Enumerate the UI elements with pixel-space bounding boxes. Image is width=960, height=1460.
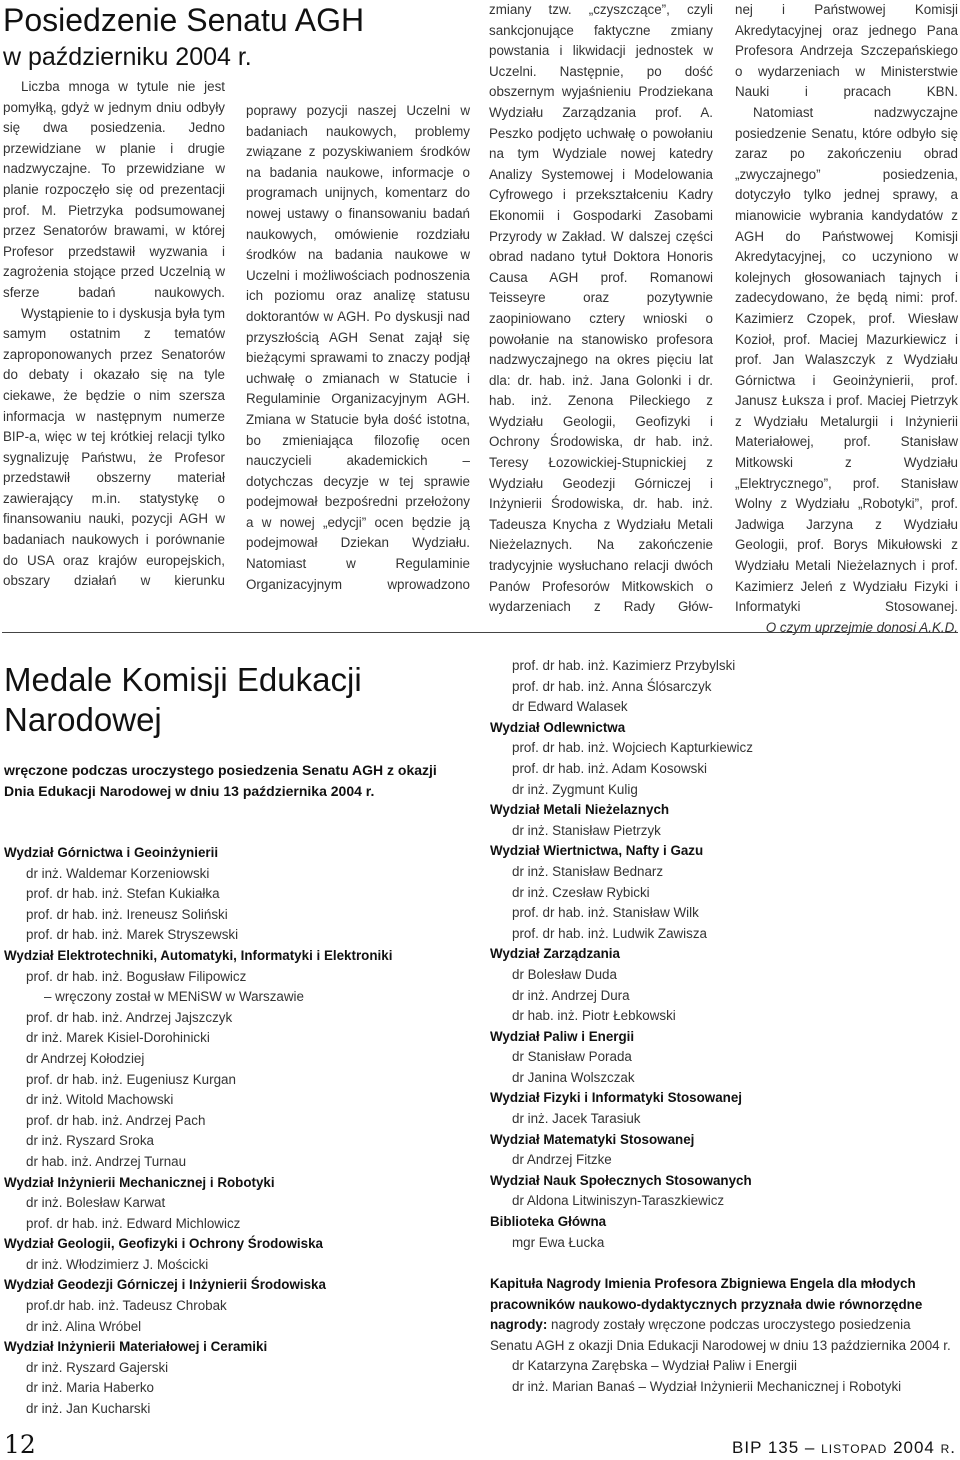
medal-recipient: prof. dr hab. inż. Marek Stryszewski [26, 927, 239, 943]
faculty-heading: Wydział Wiertnictwa, Nafty i Gazu [490, 843, 704, 859]
medal-recipient: dr Bolesław Duda [512, 966, 617, 982]
medal-list-right [490, 656, 950, 1253]
medal-recipient: dr Andrzej Fitzke [512, 1152, 612, 1168]
medal-recipient: dr inż. Zygmunt Kulig [512, 781, 638, 797]
article-paragraph: Natomiast nadzwyczajne posiedzenie Senatu, które odbyło się zaraz po zakończeniu obrad „zwyczajnego” posiedzenia, dotyczyło tylko jednej sprawy, a mianowicie wybrania kandydatów z AGH do Państwowej Komisji Akredytacyjnej, co uczyniono w kolejnych głosowaniach tajnych i zadecydowano, że będą nimi: prof. Kazimierz Czopek, prof. Wiesław Kozioł, prof. Maciej Mazurkiewicz i prof. Jan Walaszczyk z Wydziału Górnictwa i Geoinżynierii, prof. Janusz Łuksza i prof. Maciej Pietrzyk z Wydziału Metalurgii i Inżynierii Materiałowej, prof. Stanisław Mitkowski z Wydziału „Elektrycznego”, prof. Stanisław Wolny z Wydziału „Robotyki”, prof. Jadwiga Jarzyna z Wydziału Geologii, prof. Borys Mikułowski z Wydziału Metali Nieżelaznych i prof. Kazimierz Jeleń z Wydziału Fizyki i Informatyki Stosowanej. [735, 104, 958, 615]
medal-recipient: prof. dr hab. inż. Andrzej Jajszczyk [26, 1009, 233, 1025]
prize-winner: dr Katarzyna Zarębska – Wydział Paliw i Energii [512, 1358, 797, 1374]
medal-recipient: prof. dr hab. inż. Stanisław Wilk [512, 905, 699, 921]
article-paragraph: zmiany tzw. „czyszczące”, czyli sankcjonujące faktyczne zmiany powstania i likwidacji jednostek w Uczelni. Następnie, po dość obszernym wyjaśnieniu Prodziekana Wydziału Zarządzania prof. A. Peszko podjęto uchwałę o powołaniu na tym Wydziale nowej katedry Analizy Systemowej i Modelowania Cyfrowego i przekształceniu Kadry Ekonomii i Gospodarki Zasobami Przyrody w Zakład. W dalszej części obrad nadano tytuł Doktora Honoris Causa AGH prof. Romanowi Teisseyre oraz pozytywnie zaopiniowano cztery wnioski o powołanie na stanowisko profesora nadzwyczajnego na okres pięciu lat dla: dr. hab. inż. Jana Golonki i dr. hab. inż. Zenona Pileckiego z Wydziału Geologii, Geofizyki i Ochrony Środowiska, dr hab. inż. Teresy Łozowickiej-Stupnickiej z Wydziału Geodezji Górniczej i Inżynierii Środowiska, dr. hab. inż. Tadeusza Knycha z Wydziału Metali Nieżelaznych. Na zakończenie tradycyjnie wysłuchano relacji dwóch Panów Profesorów Mitkowskich o wydarzeniach z Rady Głów- [489, 2, 713, 615]
article-column-2 [246, 101, 470, 595]
faculty-heading: Wydział Odlewnictwa [490, 719, 626, 735]
medals-subtitle: wręczone podczas uroczystego posiedzenia Senatu AGH z okazji Dnia Edukacji Narodowej w dniu 13 października 2004 r. [4, 762, 437, 799]
medal-recipient: dr inż. Maria Haberko [26, 1380, 155, 1396]
prize-heading: Kapituła Nagrody Imienia Profesora Zbigniewa Engela dla młodych pracowników naukowo-dydaktycznych przyznała dwie równorzędne nagrody: [490, 1276, 923, 1333]
medals-title: Medale Komisji Edukacji Narodowej [4, 661, 362, 738]
medal-recipient: dr inż. Ryszard Sroka [26, 1133, 154, 1149]
medal-recipient: dr inż. Ryszard Gajerski [26, 1359, 169, 1375]
medal-recipient: prof. dr hab. inż. Kazimierz Przybylski [512, 658, 736, 673]
medal-recipient: prof.dr hab. inż. Tadeusz Chrobak [26, 1298, 227, 1314]
article-column-3 [489, 0, 713, 618]
medal-recipient: prof. dr hab. inż. Eugeniusz Kurgan [26, 1071, 236, 1087]
medal-recipient: dr inż. Waldemar Korzeniowski [26, 865, 210, 881]
medal-recipient: dr inż. Witold Machowski [26, 1092, 174, 1108]
article-column-4 [735, 0, 958, 638]
medal-recipient: prof. dr hab. inż. Stefan Kukiałka [26, 886, 220, 902]
medal-recipient: dr inż. Alina Wróbel [26, 1318, 142, 1334]
medal-recipient: prof. dr hab. inż. Anna Ślósarczyk [512, 678, 712, 694]
medal-recipient: prof. dr hab. inż. Edward Michlowicz [26, 1215, 241, 1231]
medal-recipient: dr inż. Andrzej Dura [512, 987, 630, 1003]
medal-recipient: dr hab. inż. Andrzej Turnau [26, 1153, 187, 1169]
prize-winner: dr inż. Marian Banaś – Wydział Inżynierii Mechanicznej i Robotyki [512, 1378, 902, 1394]
article-signature: O czym uprzejmie donosi A.K.D. [765, 619, 958, 635]
faculty-heading: Wydział Fizyki i Informatyki Stosowanej [490, 1090, 743, 1106]
prize-text: nagrody zostały wręczone podczas uroczystego posiedzenia Senatu AGH z okazji Dnia Edukacji Narodowej w dniu 13 października 2004 r. [490, 1317, 951, 1353]
article-paragraph: poprawy pozycji naszej Uczelni w badaniach naukowych, problemy związane z pozyskiwaniem środków na badania naukowe, informacje o programach unijnych, komentarz do nowej ustawy o finansowaniu badań naukowych, omówienie rozdziału środków na badania naukowe w Uczelni i możliwościach podnoszenia ich poziomu oraz analizę statusu doktorantów w AGH. Po dyskusji nad przyszłością AGH Senat zajął się bieżącymi sprawami to znaczy podjął uchwałę o zmianach w Statucie i Regulaminie Organizacyjnym AGH. Zmiana w Statucie była dość istotna, bo zmieniająca filozofię ocen nauczycieli akademickich – dotychczas decyzje w tej sprawie podejmował bezpośredni przełożony a w nowej „edycji” ocen będzie ją podejmował Dziekan Wydziału. Natomiast w Regulaminie Organizacyjnym wprowadzono [246, 103, 470, 592]
faculty-heading: Wydział Geologii, Geofizyki i Ochrony Środowiska [4, 1236, 323, 1252]
medal-recipient: prof. dr hab. inż. Andrzej Pach [26, 1112, 206, 1128]
article-column-1 [3, 77, 225, 592]
medal-recipient: prof. dr hab. inż. Adam Kosowski [512, 760, 708, 776]
faculty-heading: Wydział Inżynierii Mechanicznej i Robotyki [4, 1174, 275, 1190]
faculty-heading: Wydział Metali Nieżelaznych [490, 802, 670, 818]
medal-recipient: dr inż. Stanisław Pietrzyk [512, 822, 661, 838]
medal-recipient: dr inż. Marek Kisiel-Dorohinicki [26, 1030, 210, 1046]
faculty-heading: Wydział Matematyki Stosowanej [490, 1131, 695, 1147]
medal-recipient: prof. dr hab. inż. Bogusław Filipowicz [26, 968, 247, 984]
medal-recipient: dr Aldona Litwiniszyn-Taraszkiewicz [512, 1193, 725, 1209]
medal-recipient: dr Edward Walasek [512, 699, 628, 715]
article-paragraph: Liczba mnoga w tytule nie jest pomyłką, gdyż w jednym dniu odbyły się dwa posiedzenia. Jedno przewidziane w planie i drugie nadzwyczajne. To przewidziane w planie rozpoczęło się od prezentacji prof. M. Pietrzyka podsumowanej przez Senatorów brawami, w której Profesor przedstawił wyzwania i zagrożenia stojące przed Uczelnią w sferze badań naukowych. [3, 79, 225, 300]
article-subtitle: w październiku 2004 r. [3, 43, 252, 71]
medal-recipient: dr inż. Czesław Rybicki [512, 884, 650, 900]
faculty-heading: Wydział Paliw i Energii [490, 1028, 635, 1044]
faculty-heading: Wydział Elektrotechniki, Automatyki, Informatyki i Elektroniki [4, 947, 393, 963]
medal-note: – wręczony został w MENiSW w Warszawie [44, 989, 304, 1005]
section-divider [2, 632, 958, 633]
medal-recipient: dr hab. inż. Piotr Łebkowski [512, 1008, 676, 1024]
medal-recipient: dr inż. Jacek Tarasiuk [512, 1111, 641, 1127]
faculty-heading: Biblioteka Główna [490, 1214, 607, 1230]
article-paragraph: Wystąpienie to i dyskusja była tym samym ostatnim z tematów zaproponowanych przez Senatorów do debaty i okazało się na tyle ciekawe, że będzie o nim szersza informacja w następnym numerze BIP-a, więc w tej krótkiej relacji tylko sygnalizuję Państwu, że Profesor przedstawił obszerny materiał zawierający m.in. statystykę o finansowaniu nauki, pozycji AGH w badaniach naukowych i porównanie do USA oraz krajów europejskich, obszary działań w kierunku [3, 305, 225, 589]
medal-recipient: prof. dr hab. inż. Wojciech Kapturkiewicz [512, 740, 753, 756]
faculty-heading: Wydział Inżynierii Materiałowej i Ceramiki [4, 1339, 268, 1355]
medal-recipient: dr Andrzej Kołodziej [26, 1050, 145, 1066]
medal-recipient: dr inż. Stanisław Bednarz [512, 863, 664, 879]
article-paragraph: nej i Państwowej Komisji Akredytacyjnej oraz jednego Pana Profesora Andrzeja Szczepańskiego o wydarzeniach w Ministerstwie Nauki i pracach KBN. [735, 2, 958, 100]
medal-recipient: dr inż. Jan Kucharski [26, 1401, 151, 1417]
issue-footer: BIP 135 – listopad 2004 r. [732, 1438, 956, 1457]
medal-recipient: dr inż. Włodzimierz J. Mościcki [26, 1256, 209, 1272]
medal-recipient: mgr Ewa Łucka [512, 1234, 605, 1250]
article-title: Posiedzenie Senatu AGH [3, 2, 365, 38]
medal-recipient: prof. dr hab. inż. Ludwik Zawisza [512, 925, 707, 941]
faculty-heading: Wydział Geodezji Górniczej i Inżynierii Środowiska [4, 1277, 326, 1293]
page-number: 12 [4, 1430, 36, 1459]
faculty-heading: Wydział Zarządzania [490, 946, 620, 962]
medal-recipient: dr Janina Wolszczak [512, 1069, 635, 1085]
medal-list-left [4, 843, 474, 1420]
medal-recipient: prof. dr hab. inż. Ireneusz Soliński [26, 906, 228, 922]
medal-recipient: dr inż. Bolesław Karwat [26, 1195, 166, 1211]
engel-prize [490, 1274, 953, 1398]
faculty-heading: Wydział Górnictwa i Geoinżynierii [4, 845, 219, 860]
faculty-heading: Wydział Nauk Społecznych Stosowanych [490, 1172, 752, 1188]
medal-recipient: dr Stanisław Porada [512, 1049, 632, 1065]
